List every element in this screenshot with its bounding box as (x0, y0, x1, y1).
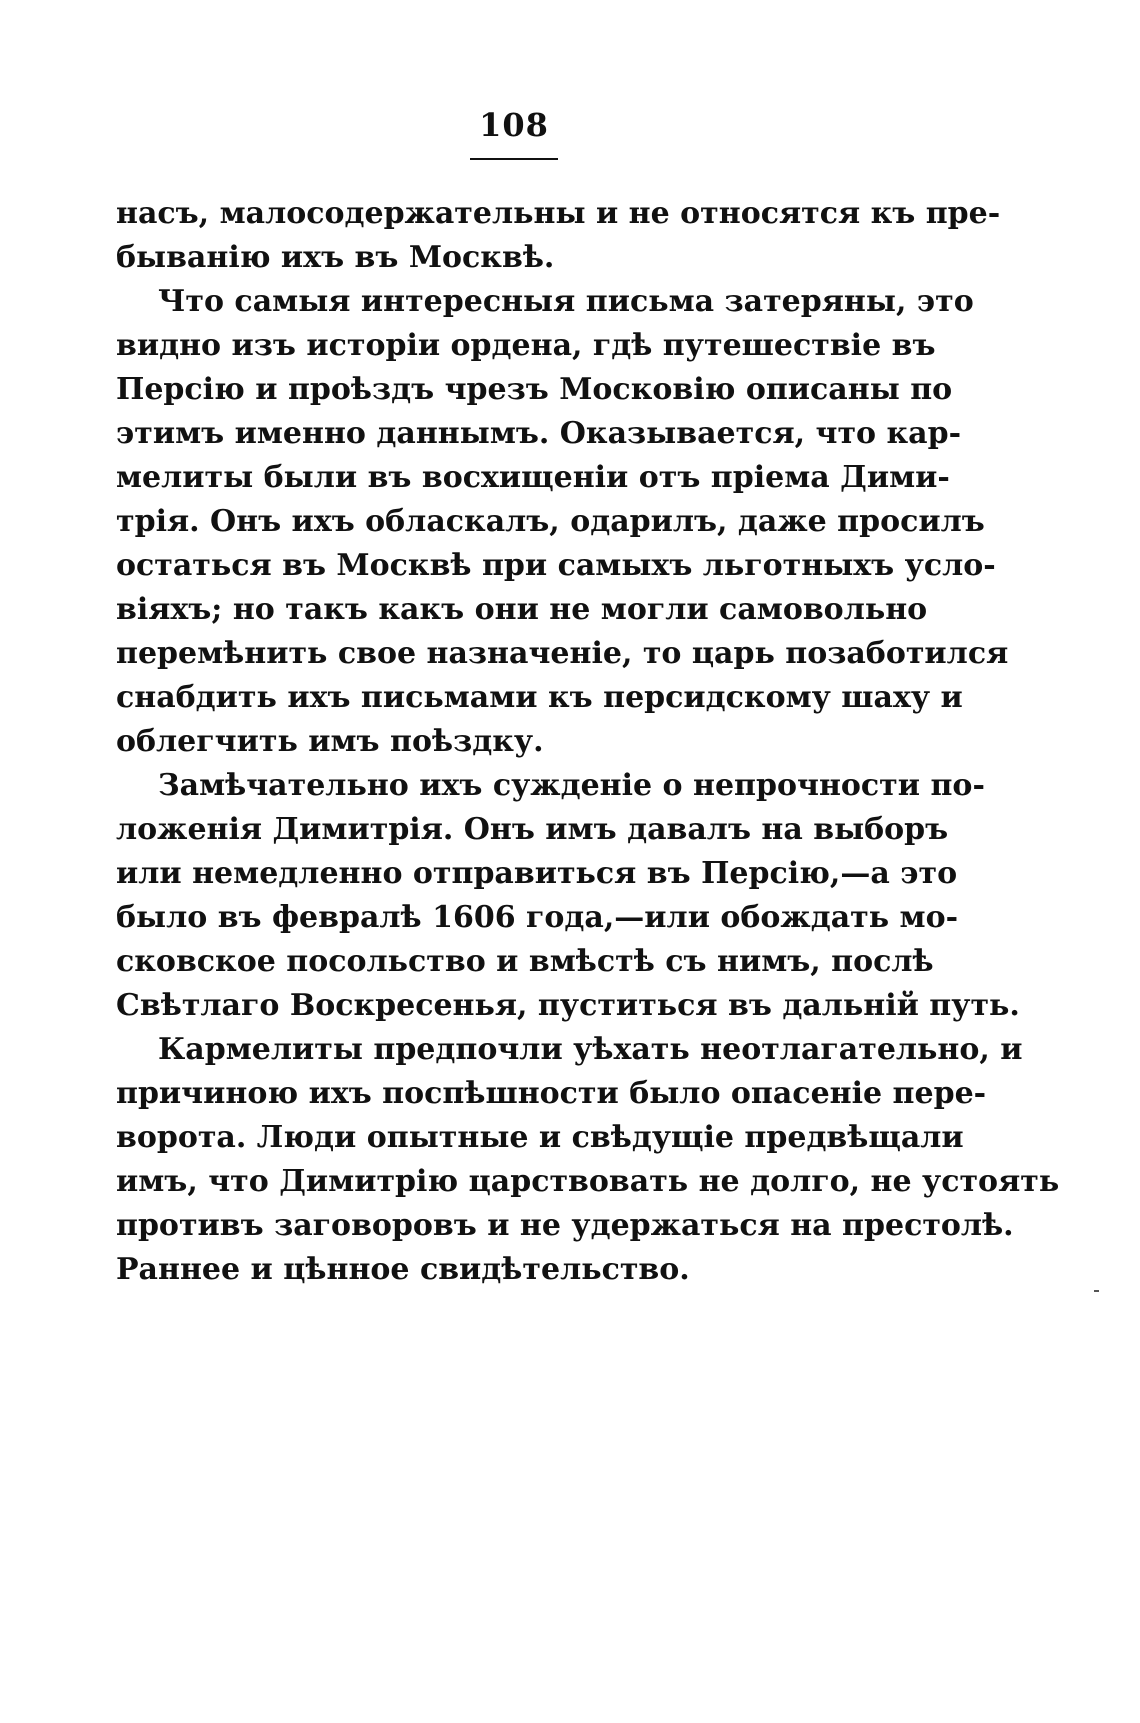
text-line: снабдить ихъ письмами къ персидскому шаху и (116, 680, 963, 715)
text-line: перемѣнить свое назначеніе, то царь позаботился (116, 636, 1009, 671)
text-line: Раннее и цѣнное свидѣтельство. (116, 1252, 690, 1287)
text-line: или немедленно отправиться въ Персію,—а это (116, 856, 958, 891)
page-number: 108 (479, 106, 549, 144)
text-line: трія. Онъ ихъ обласкалъ, одарилъ, даже просилъ (116, 504, 985, 539)
scan-speck (1094, 1290, 1099, 1292)
paragraph-3 (116, 764, 1060, 1292)
paragraph-1 (116, 192, 1001, 280)
text-line: имъ, что Димитрію царствовать не долго, не устоять (116, 1164, 1060, 1199)
text-line: Свѣтлаго Воскресенья, пуститься въ дальній путь. (116, 988, 1020, 1023)
text-line: Что самыя интересныя письма затеряны, это (158, 284, 974, 319)
text-line: видно изъ исторіи ордена, гдѣ путешествіе въ (116, 328, 936, 363)
text-line: остаться въ Москвѣ при самыхъ льготныхъ усло- (116, 548, 996, 583)
text-line: мелиты были въ восхищеніи отъ пріема Дими- (116, 460, 950, 495)
text-line: сковское посольство и вмѣстѣ съ нимъ, послѣ (116, 944, 934, 979)
text-line: Замѣчательно ихъ сужденіе о непрочности по- (158, 768, 985, 803)
text-line: было въ февралѣ 1606 года,—или обождать мо- (116, 900, 959, 935)
text-line: облегчить имъ поѣздку. (116, 724, 544, 759)
body-text (116, 192, 1060, 1292)
text-line: ворота. Люди опытные и свѣдущіе предвѣщали (116, 1120, 964, 1155)
text-line: быванію ихъ въ Москвѣ. (116, 240, 555, 275)
text-line: ложенія Димитрія. Онъ имъ давалъ на выборъ (116, 812, 949, 847)
text-line: Персію и проѣздъ чрезъ Московію описаны по (116, 372, 953, 407)
text-line: Кармелиты предпочли уѣхать неотлагательно, и (158, 1032, 1023, 1067)
text-line: противъ заговоровъ и не удержаться на престолѣ. (116, 1208, 1014, 1243)
page-number-rule (470, 158, 558, 160)
text-line: причиною ихъ поспѣшности было опасеніе пере- (116, 1076, 987, 1111)
text-line: віяхъ; но такъ какъ они не могли самовольно (116, 592, 928, 627)
text-line: этимъ именно даннымъ. Оказывается, что кар- (116, 416, 962, 451)
paragraph-2 (116, 280, 1009, 764)
text-line: насъ, малосодержательны и не относятся къ пре- (116, 196, 1001, 231)
